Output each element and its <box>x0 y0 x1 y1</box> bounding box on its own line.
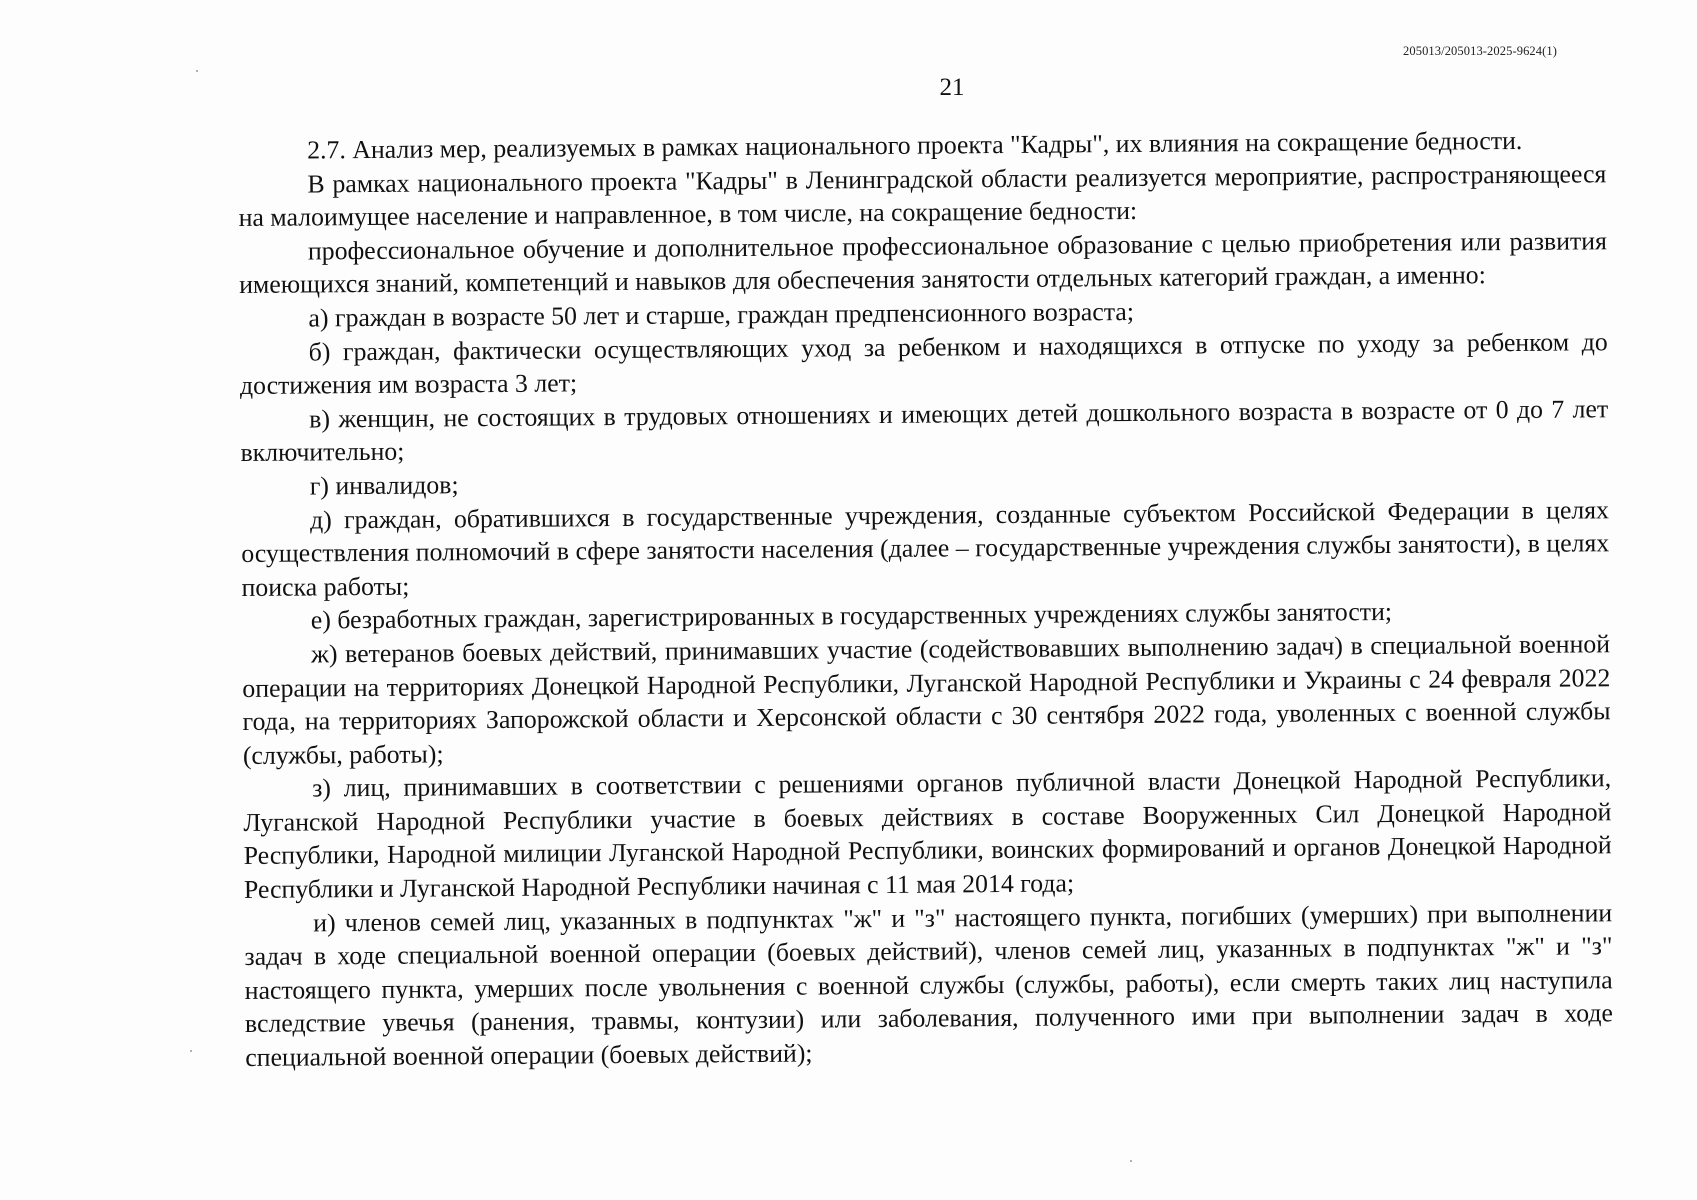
section-heading: 2.7. Анализ мер, реализуемых в рамках национального проекта "Кадры", их влияния на сокращение бедности. <box>307 125 1523 165</box>
paragraph-intro: В рамках национального проекта "Кадры" в Ленинградской области реализуется мероприятие, распространяющееся на малоимущее население и направленное, в том числе, на сокращение бедности: <box>238 158 1607 233</box>
scan-speck <box>1130 1160 1132 1162</box>
list-item-z: з) лиц, принимавших в соответствии с решениями органов публичной власти Донецкой Народной Республики, Луганской Народной Республики участие в боевых действиях в составе Вооруженных Сил Донецкой Народной Республики, Народной милиции Луганской Народной Республики, воинских формирований и органов Донецкой Народной Республики и Луганской Народной Республики начиная с 11 мая 2014 года; <box>243 763 1612 905</box>
list-item-i: и) членов семей лиц, указанных в подпунктах "ж" и "з" настоящего пункта, погибших (умерших) при выполнении задач в ходе специальной военной операции (боевых действий), членов семей лиц, указанных в подпунктах "ж" и "з" настоящего пункта, умерших после увольнения с военной службы (службы, работы), если смерть таких лиц наступила вследствие увечья (ранения, травмы, контузии) или заболевания, полученного ими при выполнении задач в ходе специальной военной операции (боевых действий); <box>244 897 1614 1073</box>
paragraph-measure: профессиональное обучение и дополнительное профессиональное образование с целью приобретения или развития имеющихся знаний, компетенций и навыков для обеспечения занятости отдельных категорий граждан, а именно: <box>239 226 1607 300</box>
document-registration-number: 205013/205013-2025-9624(1) <box>1403 44 1557 58</box>
list-item-e: е) безработных граждан, зарегистрированных в государственных учреждениях службы занятости; <box>310 597 1393 635</box>
list-item-a: а) граждан в возрасте 50 лет и старше, граждан предпенсионного возраста; <box>308 296 1135 333</box>
list-item-zh: ж) ветеранов боевых действий, принимавших участие (содействовавших выполнению задач) в специальной военной операции на территориях Донецкой Народной Республики, Луганской Народной Республики и Украины с 24 февраля 2022 года, на территориях Запорожской области и Херсонской области с 30 сентября 2022 года, уволенных с военной службы (службы, работы); <box>242 629 1611 770</box>
list-item-v: в) женщин, не состоящих в трудовых отношениях и имеющих детей дошкольного возраста в возрасте от 0 до 7 лет включительно; <box>240 393 1609 468</box>
page-number: 21 <box>939 74 965 101</box>
list-item-g: г) инвалидов; <box>309 470 459 501</box>
scan-speck <box>190 1050 192 1052</box>
list-item-d: д) граждан, обратившихся в государственные учреждения, созданные субъектом Российской Федерации в целях осуществления полномочий в сфере занятости населения (далее – государственные учреждения службы занятости), в целях поиска работы; <box>241 494 1610 602</box>
scan-speck <box>196 70 198 72</box>
document-body <box>238 123 1613 1074</box>
list-item-b: б) граждан, фактически осуществляющих уход за ребенком и находящихся в отпуске по уходу за ребенком до достижения им возраста 3 лет; <box>239 326 1608 401</box>
